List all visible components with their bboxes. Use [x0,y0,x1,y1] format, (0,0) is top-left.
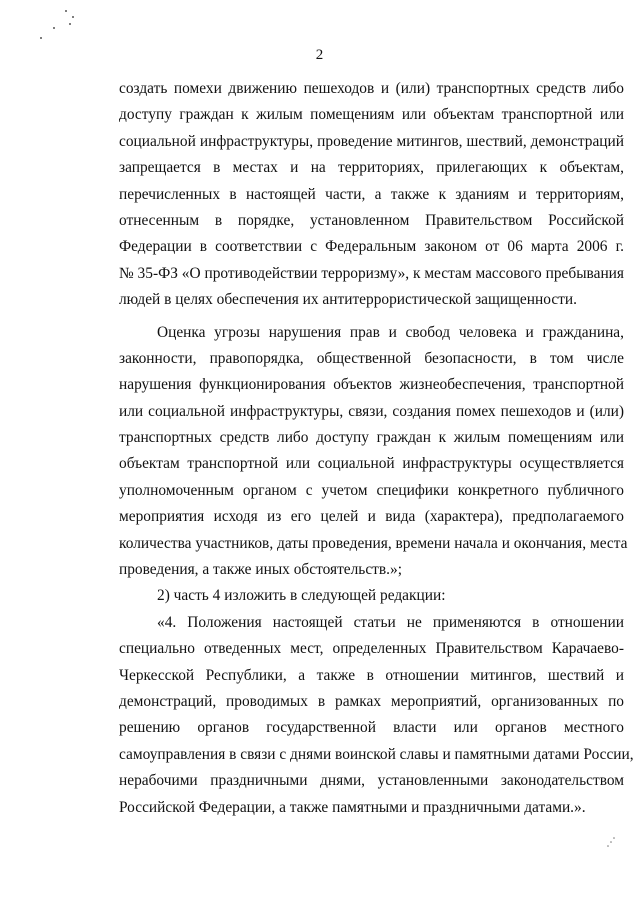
scan-speck [40,37,42,39]
text-line: количества участников, даты проведения, времени начала и окончания, места [119,534,628,552]
text-line: самоуправления в связи с днями воинской славы и памятными датами России, [119,745,634,763]
scan-speck [65,10,67,12]
text-line: 2) часть 4 изложить в следующей редакции: [157,587,446,605]
text-line: Оценка угрозы нарушения прав и свобод человека и гражданина, [157,323,624,341]
text-line: Российской Федерации, а также памятными и праздничными датами.». [119,798,586,816]
text-line: или социальной инфраструктуры, связи, создания помех пешеходов и (или) [119,402,624,420]
paragraph-1 [119,76,624,314]
text-line: № 35-ФЗ «О противодействии терроризму», к местам массового пребывания [119,264,624,282]
paragraph-4 [119,610,634,821]
text-line: отнесенным в порядке, установленном Правительством Российской [119,211,624,229]
text-line: мероприятия исходя из его целей и вида (характера), предполагаемого [119,508,624,526]
text-line: специально отведенных мест, определенных Правительством Карачаево- [119,640,624,658]
text-line: социальной инфраструктуры, проведение митингов, шествий, демонстраций [119,132,624,150]
text-line: уполномоченным органом с учетом специфики конкретного публичного [119,481,624,499]
text-line: Черкесской Республики, а также в отношении митингов, шествий и [119,666,624,684]
text-line: запрещается в местах и на территориях, прилегающих к объектам, [119,159,624,177]
text-line: транспортных средств либо доступу граждан к жилым помещениям или [119,429,624,447]
scan-speck [53,27,55,29]
text-line: перечисленных в настоящей части, а также к зданиям и территориям, [119,185,624,203]
page-number: 2 [315,47,324,63]
paragraph-3 [119,583,624,609]
text-line: нарушения функционирования объектов жизнеобеспечения, транспортной [119,376,624,394]
text-line: Федерации в соответствии с Федеральным законом от 06 марта 2006 г. [119,238,624,256]
text-line: «4. Положения настоящей статьи не применяются в отношении [157,613,624,631]
scan-speck [72,16,74,18]
text-line: доступу граждан к жилым помещениям или объектам транспортной или [119,106,624,124]
text-line: проведения, а также иных обстоятельств.»; [119,561,402,579]
paragraph-2 [119,320,628,584]
scan-speck [69,23,71,25]
text-line: решению органов государственной власти или органов местного [119,719,624,737]
text-line: людей в целях обеспечения их антитеррористической защищенности. [119,291,577,309]
scan-mark-icon [604,836,618,850]
text-line: законности, правопорядка, общественной безопасности, в том числе [119,349,624,367]
text-line: создать помехи движению пешеходов и (или) транспортных средств либо [119,80,624,97]
text-line: объектам транспортной или социальной инфраструктуры осуществляется [119,455,624,473]
text-line: нерабочими праздничными днями, установленными законодательством [119,772,624,790]
text-line: демонстраций, проводимых в рамках мероприятий, организованных по [119,692,624,710]
document-body [119,76,634,821]
